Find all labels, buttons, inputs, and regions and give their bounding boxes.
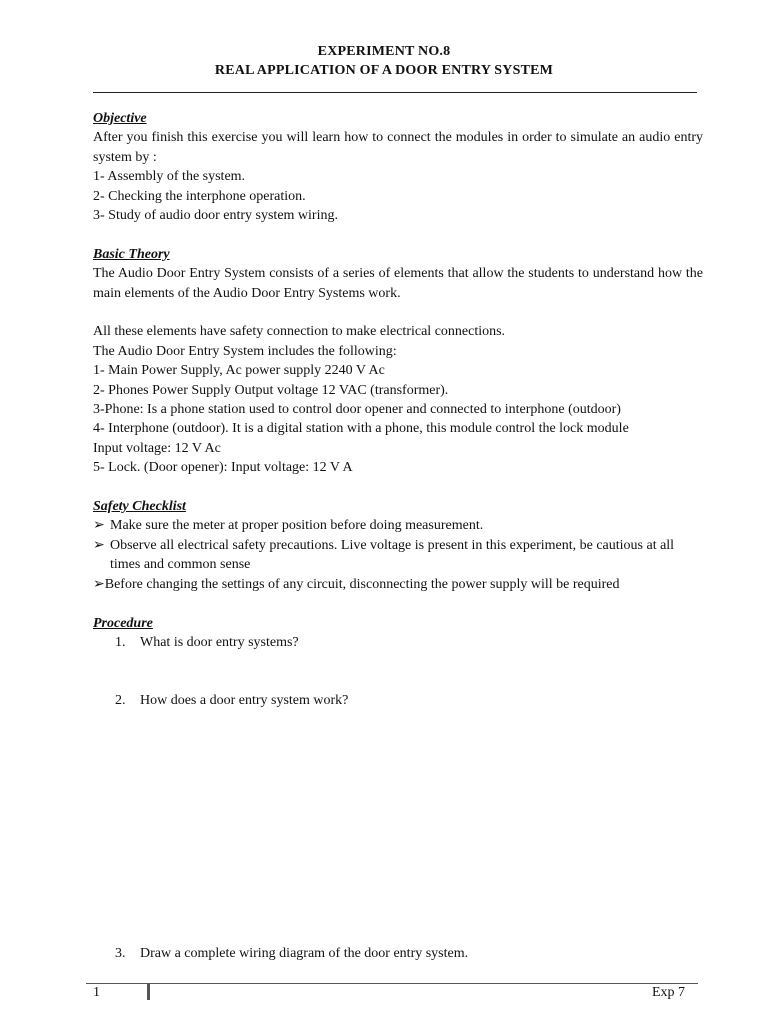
procedure-number: 1. xyxy=(115,634,126,650)
theory-item: 4- Interphone (outdoor). It is a digital station with a phone, this module control the lock module xyxy=(93,421,629,437)
safety-heading: Safety Checklist xyxy=(93,499,186,515)
theory-paragraph: The Audio Door Entry System includes the following: xyxy=(93,343,397,359)
safety-item xyxy=(93,536,703,575)
spacer xyxy=(93,225,703,244)
document-body xyxy=(93,109,703,963)
document-header xyxy=(0,42,768,80)
objective-heading: Objective xyxy=(93,111,147,126)
procedure-number: 3. xyxy=(115,945,126,961)
theory-item: 3-Phone: Is a phone station used to control door opener and connected to interphone (outdoor) xyxy=(93,402,621,418)
procedure-question: Draw a complete wiring diagram of the door entry system. xyxy=(140,945,469,961)
procedure-item xyxy=(93,691,703,710)
objective-intro: After you finish this exercise you will learn how to connect the modules in order to simulate an audio entry system by : xyxy=(93,130,703,165)
theory-heading: Basic Theory xyxy=(93,246,170,262)
experiment-number: EXPERIMENT NO.8 xyxy=(317,44,451,59)
safety-item xyxy=(93,575,703,594)
procedure-question: What is door entry systems? xyxy=(140,634,299,650)
theory-paragraph: All these elements have safety connection to make electrical connections. xyxy=(93,324,506,340)
page-number: 1 xyxy=(93,985,100,1000)
header-rule xyxy=(93,92,697,93)
experiment-title: REAL APPLICATION OF A DOOR ENTRY SYSTEM xyxy=(214,63,554,78)
theory-item: 5- Lock. (Door opener): Input voltage: 12 V A xyxy=(93,460,353,476)
theory-item: 1- Main Power Supply, Ac power supply 2240 V Ac xyxy=(93,363,385,379)
footer-label: Exp 7 xyxy=(652,985,686,1000)
spacer xyxy=(93,594,703,613)
objective-item: 1- Assembly of the system. xyxy=(93,169,246,185)
safety-item-text: Make sure the meter at proper position before doing measurement. xyxy=(110,518,484,534)
arrow-bullet-icon: ➢ xyxy=(93,576,105,592)
procedure-item xyxy=(93,944,703,963)
objective-item: 2- Checking the interphone operation. xyxy=(93,188,306,204)
theory-item: 2- Phones Power Supply Output voltage 12 VAC (transformer). xyxy=(93,382,449,398)
spacer xyxy=(93,478,703,497)
answer-space xyxy=(93,652,703,691)
theory-item: Input voltage: 12 V Ac xyxy=(93,440,221,456)
footer-separator xyxy=(147,984,150,1000)
answer-space xyxy=(93,711,703,944)
theory-paragraph: The Audio Door Entry System consists of a series of elements that allow the students to understand how the main elements of the Audio Door Entry Systems work. xyxy=(93,266,703,301)
spacer xyxy=(93,303,703,322)
safety-item xyxy=(93,516,703,535)
arrow-bullet-icon: ➢ xyxy=(93,518,105,534)
procedure-item xyxy=(93,633,703,652)
footer-rule xyxy=(86,983,698,984)
safety-item-text: Before changing the settings of any circuit, disconnecting the power supply will be required xyxy=(104,576,620,592)
safety-item-text: Observe all electrical safety precautions. Live voltage is present in this experiment, be cautious at all times and common sense xyxy=(110,537,675,573)
procedure-question: How does a door entry system work? xyxy=(140,693,349,709)
procedure-heading: Procedure xyxy=(93,615,153,631)
arrow-bullet-icon: ➢ xyxy=(93,537,105,553)
procedure-number: 2. xyxy=(115,693,126,709)
objective-item: 3- Study of audio door entry system wiring. xyxy=(93,208,338,224)
